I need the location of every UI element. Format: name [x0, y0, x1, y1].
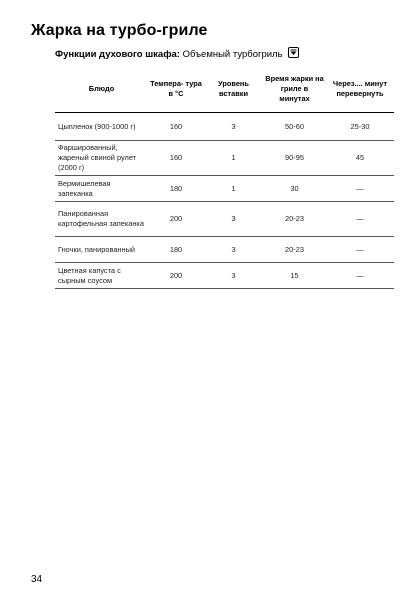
table-row [55, 141, 394, 176]
temperature-cell: 160 [148, 141, 204, 176]
header-grill-time: Время жарки на гриле в минутах [263, 66, 326, 113]
turn-after-cell: — [326, 202, 394, 237]
turbo-grill-icon [288, 47, 299, 58]
table-row [55, 176, 394, 202]
dish-cell: Гночки, панированный [55, 237, 148, 263]
temperature-cell: 160 [148, 113, 204, 141]
dish-cell: Панированная картофельная запеканка [55, 202, 148, 237]
table-row [55, 113, 394, 141]
shelf-level-cell: 3 [204, 202, 263, 237]
shelf-level-cell: 3 [204, 263, 263, 289]
oven-function-value: Объемный турбогриль [182, 49, 283, 60]
temperature-cell: 200 [148, 263, 204, 289]
table-header-row [55, 66, 394, 113]
dish-cell: Цветная капуста с сырным соусом [55, 263, 148, 289]
header-temperature: Темпера- тура в °С [148, 66, 204, 113]
header-shelf-level: Уровень вставки [204, 66, 263, 113]
shelf-level-cell: 1 [204, 141, 263, 176]
dish-cell: Фаршированный, жареный свиной рулет (2000 г) [55, 141, 148, 176]
turn-after-cell: — [326, 176, 394, 202]
table-row [55, 237, 394, 263]
grill-time-cell: 30 [263, 176, 326, 202]
grill-time-cell: 90-95 [263, 141, 326, 176]
turn-after-cell: — [326, 263, 394, 289]
grill-time-cell: 15 [263, 263, 326, 289]
temperature-cell: 200 [148, 202, 204, 237]
turn-after-cell: — [326, 237, 394, 263]
page-number: 34 [31, 574, 43, 585]
turbo-grill-table [55, 66, 394, 289]
dish-cell: Вермишелевая запеканка [55, 176, 148, 202]
grill-time-cell: 20-23 [263, 237, 326, 263]
shelf-level-cell: 1 [204, 176, 263, 202]
header-turn-after: Через.... минут перевернуть [326, 66, 394, 113]
page-title: Жарка на турбо-гриле [31, 22, 208, 39]
oven-function-label: Функции духового шкафа: [55, 49, 180, 60]
grill-time-cell: 50-60 [263, 113, 326, 141]
turn-after-cell: 25-30 [326, 113, 394, 141]
table-row [55, 202, 394, 237]
header-dish: Блюдо [55, 66, 148, 113]
turn-after-cell: 45 [326, 141, 394, 176]
temperature-cell: 180 [148, 237, 204, 263]
table-row [55, 263, 394, 289]
dish-cell: Цыпленок (900-1000 г) [55, 113, 148, 141]
temperature-cell: 180 [148, 176, 204, 202]
grill-time-cell: 20-23 [263, 202, 326, 237]
shelf-level-cell: 3 [204, 237, 263, 263]
oven-function-line [55, 47, 299, 60]
shelf-level-cell: 3 [204, 113, 263, 141]
